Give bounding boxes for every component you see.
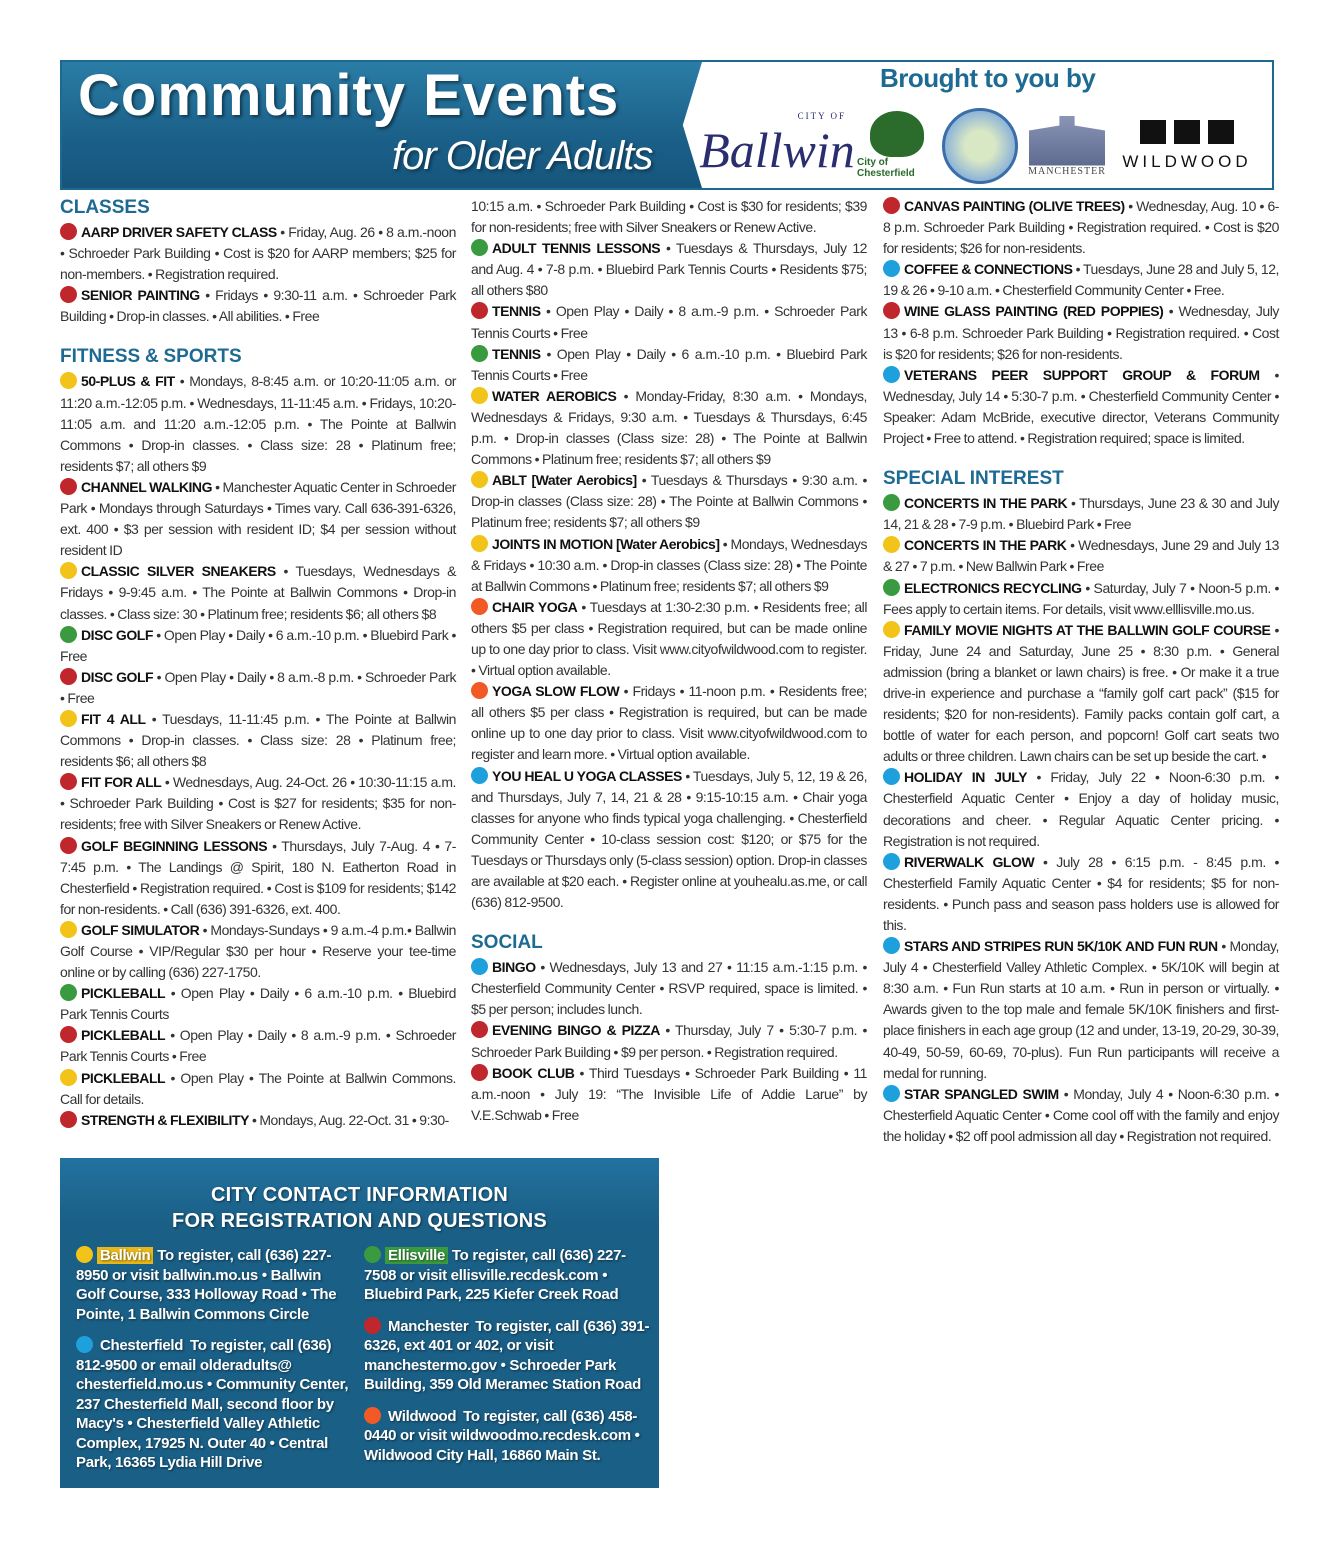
events-column-2 (471, 196, 867, 1126)
masthead (60, 60, 1274, 190)
event-title: STARS AND STRIPES RUN 5K/10K AND FUN RUN (904, 938, 1218, 955)
event-details: • Open Play • Daily • 8 a.m.-8 p.m. • Schroeder Park • Free (60, 668, 456, 706)
page-title: Community Events (78, 63, 620, 128)
contact-title-line2: FOR REGISTRATION AND QUESTIONS (172, 1210, 547, 1232)
city-contact-details: To register, call (636) 458-0440 or visit wildwoodmo.recdesk.com • Wildwood City Hall, 16860 Main St. (364, 1407, 640, 1464)
event-entry (471, 681, 867, 765)
event-entry (60, 920, 456, 983)
event-details: • Friday, Aug. 26 • 8 a.m.-noon • Schroeder Park Building • Cost is $20 for AARP members; $25 for non-members. • Registration required. (60, 224, 456, 283)
event-title: STAR SPANGLED SWIM (904, 1085, 1059, 1102)
building-icon (1029, 116, 1105, 166)
red-dot-icon (60, 223, 77, 240)
event-title: VETERANS PEER SUPPORT GROUP & FORUM (904, 366, 1260, 383)
event-title: CHANNEL WALKING (81, 478, 213, 495)
event-details: • Tuesdays, July 5, 12, 19 & 26, and Thursdays, July 7, 14, 21 & 28 • 9:15-10:15 a.m. • Chair yoga classes for anyone who finds typical yoga challenging. • Chesterfield Community Center • 10-class session cost: $120; or $75 for the Tuesdays or Thursdays only (5-class session) option. Drop-in classes are available at $20 each. • Register online at youhealu.as.me, or call (636) 812-9500. (471, 767, 868, 911)
event-title: TENNIS (492, 303, 541, 320)
event-entry (883, 196, 1279, 259)
event-details: • Manchester Aquatic Center in Schroeder Park • Mondays through Saturdays • Times vary. Call 636-391-6326, ext. 400 • $3 per session with resident ID; $4 per session without resident ID (60, 478, 456, 559)
city-name: Manchester (388, 1317, 469, 1335)
event-details: • Thursdays, July 7-Aug. 4 • 7-7:45 p.m. • The Landings @ Spirit, 180 N. Eatherton Road in Chesterfield • Registration required. • Cost is $109 for residents; $142 for non-residents. • Call (636) 391-6326, ext. 400. (60, 837, 456, 917)
event-entry (883, 301, 1279, 364)
event-title: ADULT TENNIS LESSONS (492, 240, 661, 257)
event-entry (471, 1063, 867, 1126)
event-entry (471, 766, 867, 914)
event-entry (60, 371, 456, 476)
event-entry (60, 983, 456, 1025)
event-title: CANVAS PAINTING (OLIVE TREES) (904, 198, 1125, 214)
event-title: WINE GLASS PAINTING (RED POPPIES) (904, 303, 1164, 320)
red-dot-icon (883, 302, 900, 319)
event-title: PICKLEBALL (81, 1027, 166, 1044)
event-entry (471, 344, 867, 386)
event-entry (883, 365, 1279, 449)
event-title: EVENING BINGO & PIZZA (492, 1022, 660, 1039)
city-contact-box (60, 1158, 659, 1488)
event-title: GOLF BEGINNING LESSONS (81, 837, 268, 854)
event-details: • Tuesdays, June 28 and July 5, 12, 19 & 26 • 9-10 a.m. • Chesterfield Community Center • Free. (883, 261, 1279, 299)
event-details: • July 28 • 6:15 p.m. - 8:45 p.m. • Chesterfield Family Aquatic Center • $4 for residents; $5 for non-residents. • Punch pass and season pass holders use is allowed for this. (883, 853, 1279, 933)
yellow-dot-icon (471, 387, 488, 404)
event-details: • Monday-Friday, 8:30 a.m. • Mondays, Wednesdays & Fridays, 9:30 a.m. • Tuesdays & Thursdays, 6:45 p.m. • Drop-in classes (Class size: 28) • The Pointe at Ballwin Commons • Platinum free; residents $7; all others $9 (471, 387, 867, 468)
red-dot-icon (60, 837, 77, 854)
city-name: Ballwin (97, 1247, 153, 1264)
red-dot-icon (60, 478, 77, 495)
section-heading: CLASSES (60, 197, 150, 218)
event-title: RIVERWALK GLOW (904, 853, 1035, 870)
red-dot-icon (60, 773, 77, 790)
event-title: HOLIDAY IN JULY (904, 769, 1027, 786)
event-details: • Wednesdays, June 29 and July 13 & 27 • 7 p.m. • New Ballwin Park • Free (883, 537, 1279, 575)
section-heading: SOCIAL (471, 932, 543, 954)
event-title: FIT 4 ALL (81, 710, 146, 727)
event-details: • Open Play • Daily • 6 a.m.-10 p.m. • Bluebird Park Tennis Courts • Free (471, 345, 867, 383)
event-details: • Open Play • Daily • 6 a.m.-10 p.m. • Bluebird Park Tennis Courts (60, 985, 456, 1023)
event-title: GOLF SIMULATOR (81, 921, 200, 938)
event-entry (471, 597, 867, 681)
blue-dot-icon (76, 1336, 93, 1353)
contact-title-line1: CITY CONTACT INFORMATION (211, 1184, 508, 1206)
event-entry (60, 1068, 456, 1110)
red-dot-icon (364, 1317, 381, 1334)
event-details: • Fridays • 11-noon p.m. • Residents free; all others $5 per class • Registration is required, but can be made online up to one day prior to class. Visit www.cityofwildwood.com to register and learn more. • Virtual option available. (471, 683, 867, 763)
blue-dot-icon (471, 958, 488, 975)
manchester-logo (1024, 108, 1110, 184)
yellow-dot-icon (60, 562, 77, 579)
event-details: • Tuesdays, 11-11:45 p.m. • The Pointe at Ballwin Commons • Drop-in classes. • Class size: 28 • Platinum free; residents $6; all others $8 (60, 710, 457, 770)
orange-dot-icon (471, 682, 488, 699)
event-details: • Wednesdays, Aug. 24-Oct. 26 • 10:30-11:15 a.m. • Schroeder Park Building • Cost is $27 for residents; $35 for non-residents; free with Silver Sneakers or Renew Active. (60, 774, 456, 833)
event-title: 50-PLUS & FIT (81, 373, 175, 390)
event-entry (883, 493, 1279, 535)
event-title: AARP DRIVER SAFETY CLASS (81, 224, 277, 240)
event-details: • Mondays, 8-8:45 a.m. or 10:20-11:05 a.m. or 11:20 a.m.-12:05 p.m. • Wednesdays, 11-11:45 a.m. • Fridays, 10:20-11:05 a.m. and 11:20 a.m.-12:05 p.m. • The Pointe at Ballwin Commons • Drop-in classes. • Class size: 28 • Platinum free; residents $7; all others $9 (60, 373, 456, 474)
city-contact-details: To register, call (636) 391-6326, ext 401 or 402, or visit manchestermo.gov • Schroeder Park Building, 359 Old Meramec Station Road (364, 1317, 650, 1393)
city-contact-details: To register, call (636) 227-7508 or visit ellisville.recdesk.com • Bluebird Park, 225 Kiefer Creek Road (364, 1247, 626, 1303)
event-title: DISC GOLF (81, 626, 153, 643)
event-entry (60, 836, 456, 920)
blue-dot-icon (883, 853, 900, 870)
yellow-dot-icon (883, 621, 900, 638)
event-details: • Tuesdays & Thursdays • 9:30 a.m. • Drop-in classes (Class size: 28) • The Pointe at Ballwin Commons • Platinum free; residents $7; all others $9 (471, 472, 867, 531)
event-details: • Thursdays, June 23 & 30 and July 14, 21 & 28 • 7-9 p.m. • Bluebird Park • Free (883, 495, 1279, 533)
city-contact-entry (76, 1336, 351, 1473)
event-details: • Friday, June 24 and Saturday, June 25 • 8:30 p.m. • General admission (bring a blanket or lawn chairs) is free. • Or make it a true drive-in experience and purchase a “family golf cart pack” ($15 for residents; $20 for non-residents). Family packs contain golf cart, a bottle of water for each person, and popcorn! Golf cart seats two adults or three children. Lawn chairs can be set up beside the cart. • (883, 621, 1279, 765)
blue-dot-icon (883, 768, 900, 785)
leaf-icon (1140, 120, 1166, 144)
city-contact-entry (364, 1246, 654, 1305)
event-entry (883, 620, 1279, 768)
ballwin-logo (699, 106, 855, 182)
event-title: YOU HEAL U YOGA CLASSES (492, 767, 682, 784)
red-dot-icon (60, 668, 77, 685)
green-dot-icon (60, 626, 77, 643)
event-entry (883, 767, 1279, 851)
event-entry (883, 936, 1279, 1084)
red-dot-icon (60, 286, 77, 303)
contact-column-2 (364, 1246, 654, 1477)
event-entry (60, 1025, 456, 1067)
green-dot-icon (883, 579, 900, 596)
event-title: BINGO (492, 959, 536, 976)
event-entry (471, 1020, 867, 1062)
event-details: • Third Tuesdays • Schroeder Park Building • 11 a.m.-noon • July 19: “The Invisible Life of Addie Larue” by V.E.Schwab • Free (471, 1064, 867, 1123)
yellow-dot-icon (883, 536, 900, 553)
red-dot-icon (471, 1021, 488, 1038)
events-column-1 (60, 196, 456, 1131)
section-heading: SPECIAL INTEREST (883, 468, 1064, 490)
tree-icon (870, 111, 924, 157)
event-title: COFFEE & CONNECTIONS (904, 261, 1073, 278)
event-title: SENIOR PAINTING (81, 287, 200, 304)
event-details: • Wednesday, Aug. 10 • 6-8 p.m. Schroeder Park Building • Registration required. • Cost is $20 for residents; $26 for non-residents. (883, 198, 1279, 257)
event-title: DISC GOLF (81, 668, 154, 685)
event-details: • Wednesday, July 13 • 6-8 p.m. Schroeder Park Building • Registration required. • Cost is $20 for residents; $26 for non-residents. (883, 303, 1279, 362)
event-title: TENNIS (492, 345, 541, 362)
city-contact-entry (364, 1407, 654, 1466)
orange-dot-icon (364, 1407, 381, 1424)
event-entry (60, 561, 456, 624)
ballwin-logo-small: CITY OF (797, 110, 846, 121)
blue-dot-icon (883, 1085, 900, 1102)
event-details: • Thursday, July 7 • 5:30-7 p.m. • Schroeder Park Building • $9 per person. • Registration required. (471, 1022, 867, 1060)
red-dot-icon (883, 197, 900, 214)
event-details: • Monday, July 4 • Chesterfield Valley Athletic Complex. • 5K/10K will begin at 8:30 a.m. • Fun Run starts at 10 a.m. • Run in person or virtually. • Awards given to the top male and female 5K/10K finishers and first-place finishers in each age group (12 and under, 13-19, 20-29, 30-39, 40-49, 50-59, 60-69, 70-plus). Fun Run participants will receive a medal for running. (883, 938, 1279, 1081)
event-entry (60, 477, 456, 561)
yellow-dot-icon (60, 1069, 77, 1086)
page-subtitle: for Older Adults (392, 134, 653, 178)
yellow-dot-icon (76, 1246, 93, 1263)
event-title: JOINTS IN MOTION [Water Aerobics] (492, 535, 720, 552)
event-details: • Open Play • Daily • 6 a.m.-10 p.m. • Bluebird Park • Free (60, 626, 456, 664)
event-details: • Fridays • 9:30-11 a.m. • Schroeder Park Building • Drop-in classes. • All abilities. • Free (60, 287, 456, 325)
event-title: CLASSIC SILVER SNEAKERS (81, 563, 276, 580)
blue-dot-icon (883, 260, 900, 277)
event-title: ABLT [Water Aerobics] (492, 472, 637, 489)
event-title: FAMILY MOVIE NIGHTS AT THE BALLWIN GOLF COURSE (904, 621, 1271, 638)
event-entry (60, 667, 456, 709)
manchester-logo-text: MANCHESTER (1028, 165, 1106, 177)
yellow-dot-icon (471, 471, 488, 488)
event-entry (883, 1084, 1279, 1147)
event-entry (60, 1110, 456, 1131)
event-details: • Wednesdays, July 13 and 27 • 11:15 a.m.-1:15 p.m. • Chesterfield Community Center • RSVP required, space is limited. • $5 per person; includes lunch. (471, 959, 867, 1018)
event-details: • Tuesdays at 1:30-2:30 p.m. • Residents free; all others $5 per class • Registration required, but can be made online up to one day prior to class. Visit www.cityofwildwood.com to register. • Virtual option available. (471, 598, 868, 679)
green-dot-icon (60, 984, 77, 1001)
event-title: YOGA SLOW FLOW (492, 683, 620, 700)
sponsor-label: Brought to you by (880, 63, 1096, 93)
event-entry (60, 625, 456, 667)
event-entry (883, 535, 1279, 577)
yellow-dot-icon (60, 921, 77, 938)
event-entry (60, 772, 456, 835)
events-column-3 (883, 196, 1279, 1147)
event-details: • Mondays, Aug. 22-Oct. 31 • 9:30- (249, 1111, 449, 1128)
event-details: • Mondays, Wednesdays & Fridays • 10:30 a.m. • Drop-in classes (Class size: 28) • The Pointe at Ballwin Commons • Platinum free; residents $7; all others $9 (471, 535, 868, 594)
event-details: • Saturday, July 7 • Noon-5 p.m. • Fees apply to certain items. For details, visit www.elllisville.mo.us. (883, 579, 1279, 617)
event-title: ELECTRONICS RECYCLING (904, 579, 1082, 596)
event-details: • Monday, July 4 • Noon-6:30 p.m. • Chesterfield Aquatic Center • Come cool off with the family and enjoy the holiday • $2 off pool admission all day • Registration not required. (883, 1085, 1279, 1144)
green-dot-icon (364, 1246, 381, 1263)
event-title: PICKLEBALL (81, 1069, 166, 1086)
city-contact-entry (364, 1317, 654, 1395)
event-title: WATER AEROBICS (492, 387, 617, 404)
event-entry (471, 957, 867, 1020)
event-entry (883, 578, 1279, 620)
event-title: CHAIR YOGA (492, 598, 578, 615)
city-contact-details: To register, call (636) 812-9500 or email olderadults@ chesterfield.mo.us • Community Center, 237 Chesterfield Mall, second floor by Macy's • Chesterfield Valley Athletic Complex, 17925 N. Outer 40 • Central Park, 16365 Lydia Hill Drive (76, 1337, 349, 1471)
chesterfield-logo (857, 106, 937, 184)
red-dot-icon (60, 1111, 77, 1128)
contact-column-1 (76, 1246, 351, 1485)
blue-dot-icon (883, 937, 900, 954)
contact-heading (60, 1182, 659, 1234)
event-entry (60, 285, 456, 327)
event-entry (471, 534, 867, 597)
event-title: STRENGTH & FLEXIBILITY (81, 1111, 249, 1128)
city-contact-details: To register, call (636) 227-8950 or visit ballwin.mo.us • Ballwin Golf Course, 333 Holloway Road • The Pointe, 1 Ballwin Commons Circle (76, 1247, 337, 1323)
red-dot-icon (471, 1064, 488, 1081)
event-details: • Open Play • Daily • 8 a.m.-9 p.m. • Schroeder Park Tennis Courts • Free (471, 303, 867, 341)
event-details: • Tuesdays & Thursdays, July 12 and Aug. 4 • 7-8 p.m. • Bluebird Park Tennis Courts • Residents $75; all others $80 (471, 240, 867, 299)
event-title: CONCERTS IN THE PARK (904, 495, 1068, 512)
yellow-dot-icon (471, 535, 488, 552)
ellisville-seal-logo (942, 108, 1018, 184)
event-details: • Tuesdays, Wednesdays & Fridays • 9-9:45 a.m. • The Pointe at Ballwin Commons • Drop-in classes. • Class size: 30 • Platinum free; residents $6; all others $8 (60, 563, 456, 622)
section-heading: FITNESS & SPORTS (60, 346, 242, 368)
wildwood-logo (1112, 114, 1262, 178)
green-dot-icon (471, 239, 488, 256)
leaf-icon (1208, 120, 1234, 144)
chesterfield-logo-text: City of Chesterfield (857, 157, 915, 179)
event-entry (471, 301, 867, 343)
green-dot-icon (883, 494, 900, 511)
wildwood-logo-text: WILDWOOD (1122, 152, 1252, 171)
city-contact-entry (76, 1246, 351, 1324)
house-icon (1174, 120, 1200, 144)
event-details: • Open Play • The Pointe at Ballwin Commons. Call for details. (60, 1069, 456, 1107)
green-dot-icon (471, 345, 488, 362)
event-details: 10:15 a.m. • Schroeder Park Building • Cost is $30 for residents; $39 for non-residents; free with Silver Sneakers or Renew Active. (471, 198, 867, 236)
ballwin-logo-text: Ballwin (699, 121, 855, 178)
orange-dot-icon (471, 598, 488, 615)
event-entry (471, 386, 867, 470)
event-title: BOOK CLUB (492, 1064, 575, 1081)
event-details: • Open Play • Daily • 8 a.m.-9 p.m. • Schroeder Park Tennis Courts • Free (60, 1027, 456, 1065)
yellow-dot-icon (60, 372, 77, 389)
event-title: CONCERTS IN THE PARK (904, 537, 1067, 554)
blue-dot-icon (471, 767, 488, 784)
event-entry (883, 259, 1279, 301)
city-name: Chesterfield (100, 1337, 184, 1354)
blue-dot-icon (883, 366, 900, 383)
event-title: FIT FOR ALL (81, 774, 162, 791)
city-name: Ellisville (385, 1247, 448, 1264)
event-entry (60, 709, 456, 772)
event-entry (471, 238, 867, 301)
event-entry (471, 196, 867, 238)
city-name: Wildwood (388, 1407, 457, 1425)
red-dot-icon (60, 1026, 77, 1043)
event-entry (883, 852, 1279, 936)
event-title: PICKLEBALL (81, 985, 166, 1002)
event-entry (471, 470, 867, 533)
event-details: • Mondays-Sundays • 9 a.m.-4 p.m.• Ballwin Golf Course • VIP/Regular $30 per hour • Reserve your tee-time online or by calling (636) 227-1750. (60, 921, 456, 981)
red-dot-icon (471, 302, 488, 319)
event-entry (60, 222, 456, 285)
event-details: • Wednesday, July 14 • 5:30-7 p.m. • Chesterfield Community Center • Speaker: Adam McBride, executive director, Veterans Community Project • Free to attend. • Registration required; space is limited. (883, 366, 1279, 447)
yellow-dot-icon (60, 710, 77, 727)
event-details: • Friday, July 22 • Noon-6:30 p.m. • Chesterfield Aquatic Center • Enjoy a day of holiday music, decorations and cheer. • Regular Aquatic Center pricing. • Registration is not required. (883, 769, 1279, 849)
